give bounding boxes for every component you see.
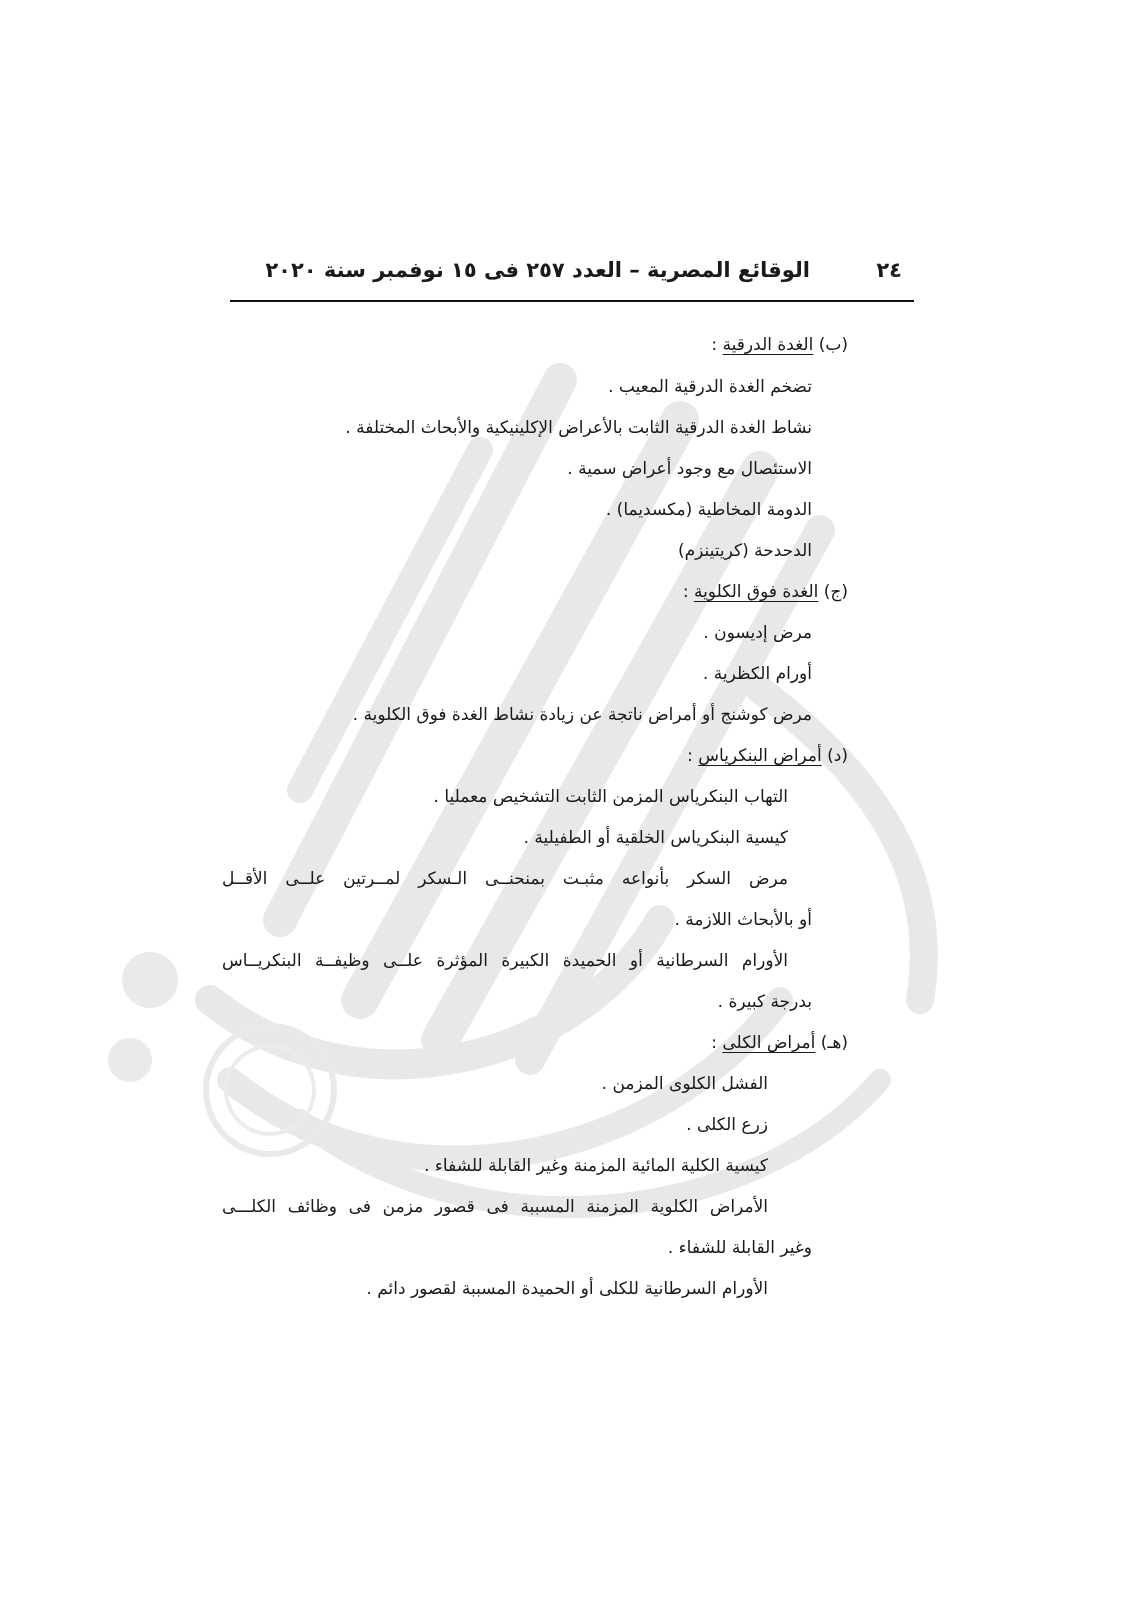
list-item: الأورام السرطانية أو الحميدة الكبيرة المؤثرة علــى وظيفــة البنكريــاس [222, 951, 788, 971]
list-item: التهاب البنكرياس المزمن الثابت التشخيص معمليا . [433, 787, 788, 807]
section-prefix: (د) [827, 746, 848, 766]
section-label: أمراض الكلى [722, 1033, 816, 1053]
list-item: تضخم الغدة الدرقية المعيب . [608, 377, 812, 397]
section-suffix: : [687, 746, 693, 766]
header-divider [230, 300, 914, 302]
gazette-title: الوقائع المصرية – العدد ٢٥٧ فى ١٥ نوفمبر سنة ٢٠٢٠ [265, 258, 810, 282]
list-item: زرع الكلى . [686, 1115, 768, 1135]
section-heading-thyroid [711, 333, 848, 357]
list-item: مرض كوشنج أو أمراض ناتجة عن زيادة نشاط الغدة فوق الكلوية . [352, 705, 812, 725]
list-item-continuation: أو بالأبحاث اللازمة . [674, 910, 812, 930]
list-item: مرض إديسون . [703, 623, 812, 643]
list-item: الدحدحة (كريتينزم) [677, 541, 812, 561]
section-heading-pancreas [687, 744, 848, 768]
list-item: الاستئصال مع وجود أعراض سمية . [567, 459, 812, 479]
list-item: كيسية الكلية المائية المزمنة وغير القابلة للشفاء . [424, 1156, 768, 1176]
list-item: الفشل الكلوى المزمن . [601, 1074, 768, 1094]
watermark-logo-icon [60, 360, 1020, 1340]
section-prefix: (هـ) [820, 1033, 848, 1053]
section-label: أمراض البنكرياس [698, 746, 822, 766]
section-label: الغدة الدرقية [722, 335, 814, 355]
list-item: الأورام السرطانية للكلى أو الحميدة المسببة لقصور دائم . [366, 1279, 768, 1299]
list-item-continuation: وغير القابلة للشفاء . [667, 1238, 812, 1258]
section-prefix: (ج) [823, 582, 848, 602]
list-item-continuation: بدرجة كبيرة . [717, 992, 812, 1012]
section-prefix: (ب) [818, 335, 848, 355]
list-item: نشاط الغدة الدرقية الثابت بالأعراض الإكلينيكية والأبحاث المختلفة . [345, 418, 812, 438]
section-heading-kidney [711, 1031, 848, 1055]
list-item: الأمراض الكلوية المزمنة المسببة فى قصور مزمن فى وظائف الكلـــى [222, 1197, 768, 1217]
list-item: مرض السكر بأنواعه مثبـت بمنحنــى الـسكر لمــرتين علــى الأقــل [222, 869, 788, 889]
section-heading-adrenal [683, 580, 848, 604]
section-suffix: : [711, 1033, 717, 1053]
section-suffix: : [682, 582, 689, 602]
page-header [232, 258, 910, 294]
list-item: الدومة المخاطية (مكسديما) . [605, 500, 812, 520]
list-item: أورام الكظرية . [702, 664, 812, 684]
section-suffix: : [711, 335, 718, 355]
page-number: ٢٤ [876, 258, 902, 282]
section-label: الغدة فوق الكلوية [693, 582, 819, 602]
list-item: كيسية البنكرياس الخلقية أو الطفيلية . [523, 828, 788, 848]
